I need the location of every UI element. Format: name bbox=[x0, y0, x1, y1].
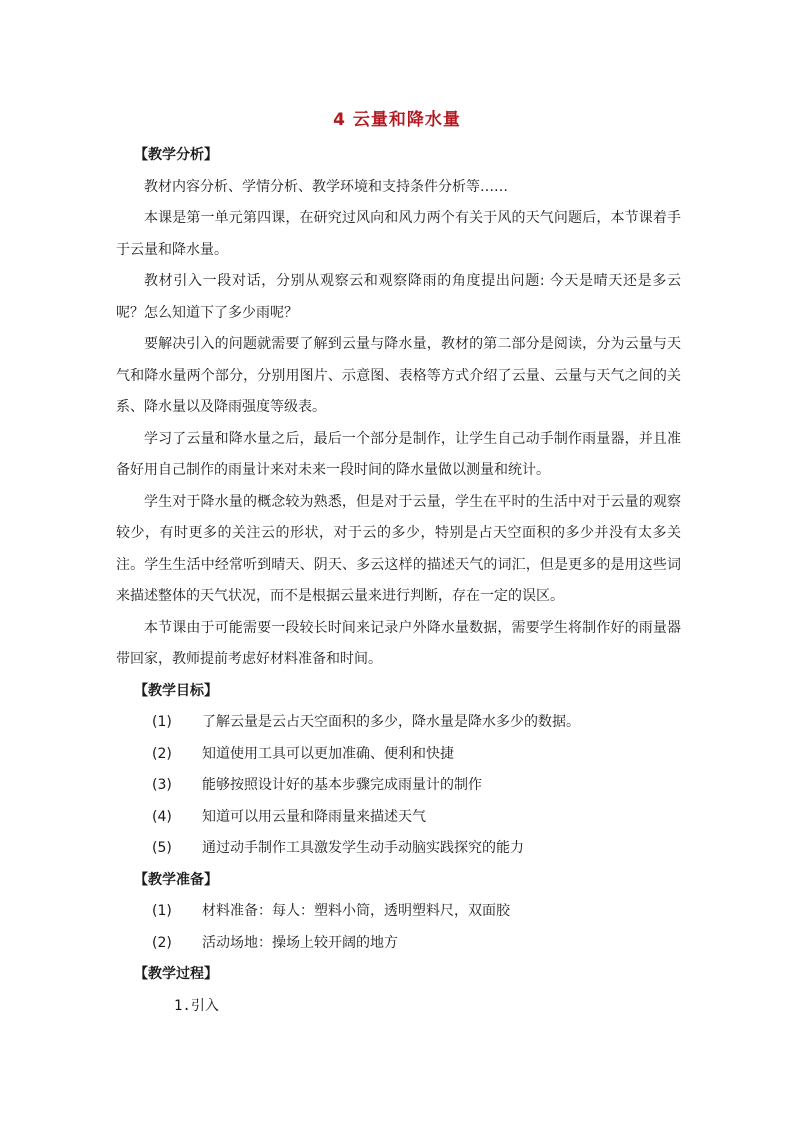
goal-item bbox=[116, 739, 681, 771]
goal-number: (3) bbox=[152, 777, 172, 793]
goal-text: 知道使用工具可以更加准确、便利和快捷 bbox=[202, 745, 454, 762]
goal-number: (2) bbox=[152, 745, 172, 762]
goal-item bbox=[116, 833, 681, 865]
preparation-text: 材料准备：每人：塑料小筒，透明塑料尺，双面胶 bbox=[202, 903, 510, 919]
analysis-paragraph: 教材内容分析、学情分析、教学环境和支持条件分析等…… bbox=[144, 178, 508, 195]
preparation-item bbox=[116, 928, 681, 960]
goal-text: 能够按照设计好的基本步骤完成雨量计的制作 bbox=[202, 777, 482, 793]
document-title: 4 云量和降水量 bbox=[333, 110, 461, 130]
goal-number: (5) bbox=[152, 840, 172, 856]
goal-item bbox=[116, 802, 681, 834]
analysis-paragraph: 学生对于降水量的概念较为熟悉，但是对于云量，学生在平时的生活中对于云量的观察较少，有时更多的关注云的形状，对于云的多少，特别是占天空面积的多少并没有太多关注。学生生活中经常听到晴天、阴天、多云这样的描述天气的词汇，但是更多的是用这些词来描述整体的天气状况，而不是根据云量来进行判断，存在一定的误区。 bbox=[116, 493, 681, 604]
analysis-paragraph: 教材引入一段对话，分别从观察云和观察降雨的角度提出问题: 今天是晴天还是多云呢？怎么知道下了多少雨呢？ bbox=[116, 273, 681, 321]
goal-number: (1) bbox=[152, 714, 172, 730]
goal-item bbox=[116, 707, 681, 739]
preparation-number: (2) bbox=[152, 934, 172, 951]
analysis-paragraph: 学习了云量和降水量之后，最后一个部分是制作，让学生自己动手制作雨量器，并且准备好用自己制作的雨量计来对未来一段时间的降水量做以测量和统计。 bbox=[116, 430, 681, 478]
analysis-paragraph: 要解决引入的问题就需要了解到云量与降水量，教材的第二部分是阅读，分为云量与天气和降水量两个部分，分别用图片、示意图、表格等方式介绍了云量、云量与天气之间的关系、降水量以及降雨强度等级表。 bbox=[116, 336, 681, 415]
goal-text: 知道可以用云量和降雨量来描述天气 bbox=[202, 808, 426, 825]
process-step: 1.引入 bbox=[174, 997, 219, 1014]
section-heading-process: 【教学过程】 bbox=[134, 966, 218, 982]
analysis-paragraph: 本节课由于可能需要一段较长时间来记录户外降水量数据，需要学生将制作好的雨量器带回家，教师提前考虑好材料准备和时间。 bbox=[116, 619, 681, 667]
section-heading-goals: 【教学目标】 bbox=[134, 682, 218, 699]
preparation-number: (1) bbox=[152, 903, 172, 919]
section-heading-preparation: 【教学准备】 bbox=[134, 871, 218, 888]
goal-text: 通过动手制作工具激发学生动手动脑实践探究的能力 bbox=[202, 840, 524, 856]
preparation-item bbox=[116, 896, 681, 928]
goal-item bbox=[116, 770, 681, 802]
analysis-paragraph: 本课是第一单元第四课，在研究过风向和风力两个有关于风的天气问题后，本节课着手于云量和降水量。 bbox=[116, 210, 681, 258]
goal-number: (4) bbox=[152, 808, 172, 825]
section-heading-analysis: 【教学分析】 bbox=[134, 147, 218, 163]
goal-text: 了解云量是云占天空面积的多少，降水量是降水多少的数据。 bbox=[202, 714, 580, 730]
document-body bbox=[116, 140, 681, 1022]
preparation-text: 活动场地：操场上较开阔的地方 bbox=[202, 934, 398, 951]
